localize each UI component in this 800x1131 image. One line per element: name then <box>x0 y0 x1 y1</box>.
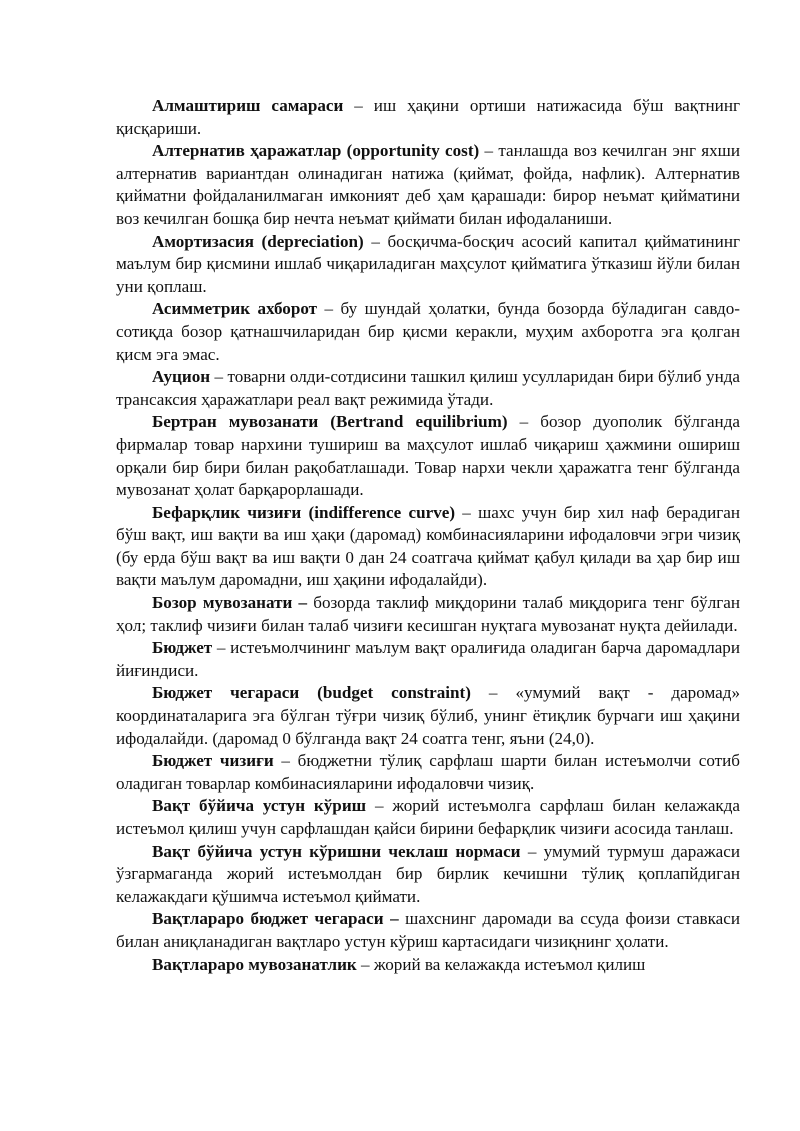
glossary-definition: – шахс учун бир хил наф берадиган бўш вақт, иш вақти ва иш ҳақи (даромад) комбинасияларини ифодаловчи эгри чизиқ (бу ерда бўш вақт ва иш вақти 0 дан 24 соатгача қиймат қабул қилади ва ҳар бир иш вақти маълум даромадни, иш ҳақини ифодалайди). <box>116 502 740 590</box>
glossary-term: Алтернатив ҳаражатлар (opportunity cost) <box>152 141 480 161</box>
glossary-definition: – бозор дуополик бўлганда фирмалар товар нархини тушириш ва маҳсулот ишлаб чиқариш ҳажмини ошириш орқали бир бири билан рақобатлашади. Товар нархи чекли ҳаражатга тенг бўлганда мувозанат ҳолат барқарорлашади. <box>116 412 740 500</box>
glossary-definition: – товарни олди-сотдисини ташкил қилиш усулларидан бири бўлиб унда трансаксия ҳаражатлари реал вақт режимида ўтади. <box>116 367 740 409</box>
glossary-entry <box>116 502 740 592</box>
glossary-definition: – босқичма-босқич асосий капитал қийматининг маълум бир қисмини ишлаб чиқариладиган маҳсулот қийматига ўтказиш йўли билан уни қоплаш. <box>116 231 740 296</box>
glossary-term: Бюджет чегараси (budget constraint) <box>152 683 471 703</box>
glossary-term: Асимметрик ахборот <box>152 299 318 319</box>
glossary-term: Вақт бўйича устун кўриш <box>152 796 367 816</box>
glossary-entry <box>116 231 740 299</box>
glossary-term: Ауцион <box>152 367 211 387</box>
glossary-entry <box>116 908 740 953</box>
glossary-entry <box>116 637 740 682</box>
glossary-entry <box>116 841 740 909</box>
glossary-page <box>116 95 740 976</box>
glossary-entry <box>116 682 740 750</box>
glossary-entry <box>116 298 740 366</box>
glossary-entry <box>116 411 740 501</box>
glossary-definition: – иш ҳақини ортиши натижасида бўш вақтнинг қисқариши. <box>116 96 740 138</box>
glossary-entry <box>116 954 740 977</box>
glossary-definition: – истеъмолчининг маълум вақт оралиғида оладиган барча даромадлари йиғиндиси. <box>116 638 740 680</box>
glossary-term: Бюджет чизиғи <box>152 751 274 771</box>
glossary-term: Вақт бўйича устун кўришни чеклаш нормаси <box>152 841 521 861</box>
glossary-term: Бозор мувозанати – <box>152 593 308 613</box>
glossary-entry <box>116 795 740 840</box>
glossary-definition: – жорий истеъмолга сарфлаш билан келажакда истеъмол қилиш учун сарфлашдан қайси бирини бефарқлик чизиғи асосида танлаш. <box>116 796 740 838</box>
glossary-definition: – танлашда воз кечилган энг яхши алтернатив вариантдан олинадиган натижа (қиймат, фойда, нафлик). Алтернатив қийматни фойдаланилмаган имконият деб ҳам қарашади: бирор неъмат қийматини воз кечилган бошқа бир нечта неъмат қиймати билан ифодаланиши. <box>116 141 740 228</box>
glossary-definition: – жорий ва келажакда истеъмол қилиш <box>356 954 646 974</box>
glossary-term: Бефарқлик чизиғи (indifference curve) <box>152 502 456 522</box>
glossary-entry <box>116 140 740 230</box>
glossary-definition: – бюджетни тўлиқ сарфлаш шарти билан истеъмолчи сотиб оладиган товарлар комбинасияларини ифодаловчи чизиқ. <box>116 751 740 793</box>
glossary-term: Амортизасия (depreciation) <box>152 231 364 251</box>
glossary-entry <box>116 366 740 411</box>
glossary-term: Бертран мувозанати (Bertrand equilibrium) <box>152 412 508 432</box>
glossary-entry <box>116 592 740 637</box>
glossary-term: Бюджет <box>152 638 213 658</box>
glossary-definition: – «умумий вақт - даромад» координаталарига эга бўлган тўғри чизиқ бўлиб, унинг ётиқлик бурчаги иш ҳақини ифодалайди. (даромад 0 бўлганда вақт 24 соатга тенг, яъни (24,0). <box>116 683 740 748</box>
glossary-definition: – бу шундай ҳолатки, бунда бозорда бўладиган савдо-сотиқда бозор қатнашчиларидан бир қисми керакли, муҳим ахборотга эга қолган қисм эга эмас. <box>116 299 740 364</box>
glossary-entry <box>116 750 740 795</box>
glossary-entry <box>116 95 740 140</box>
glossary-term: Вақтлараро мувозанатлик <box>152 954 357 974</box>
glossary-term: Алмаштириш самараси <box>152 96 344 115</box>
glossary-definition: – умумий турмуш даражаси ўзгармаганда жорий истеъмолдан бир бирлик кечишни тўлиқ қоплапйдиган келажакдаги қўшимча истеъмол қиймати. <box>116 841 740 906</box>
glossary-term: Вақтлараро бюджет чегараси – <box>152 909 399 929</box>
glossary-definition: шахснинг даромади ва ссуда фоизи ставкаси билан аниқланадиган вақтларо устун кўриш картасидаги чизиқнинг ҳолати. <box>116 909 740 951</box>
glossary-definition: бозорда таклиф миқдорини талаб миқдорига тенг бўлган ҳол; таклиф чизиғи билан талаб чизиғи кесишган нуқтага мувозанат нуқта дейилади. <box>116 593 740 635</box>
